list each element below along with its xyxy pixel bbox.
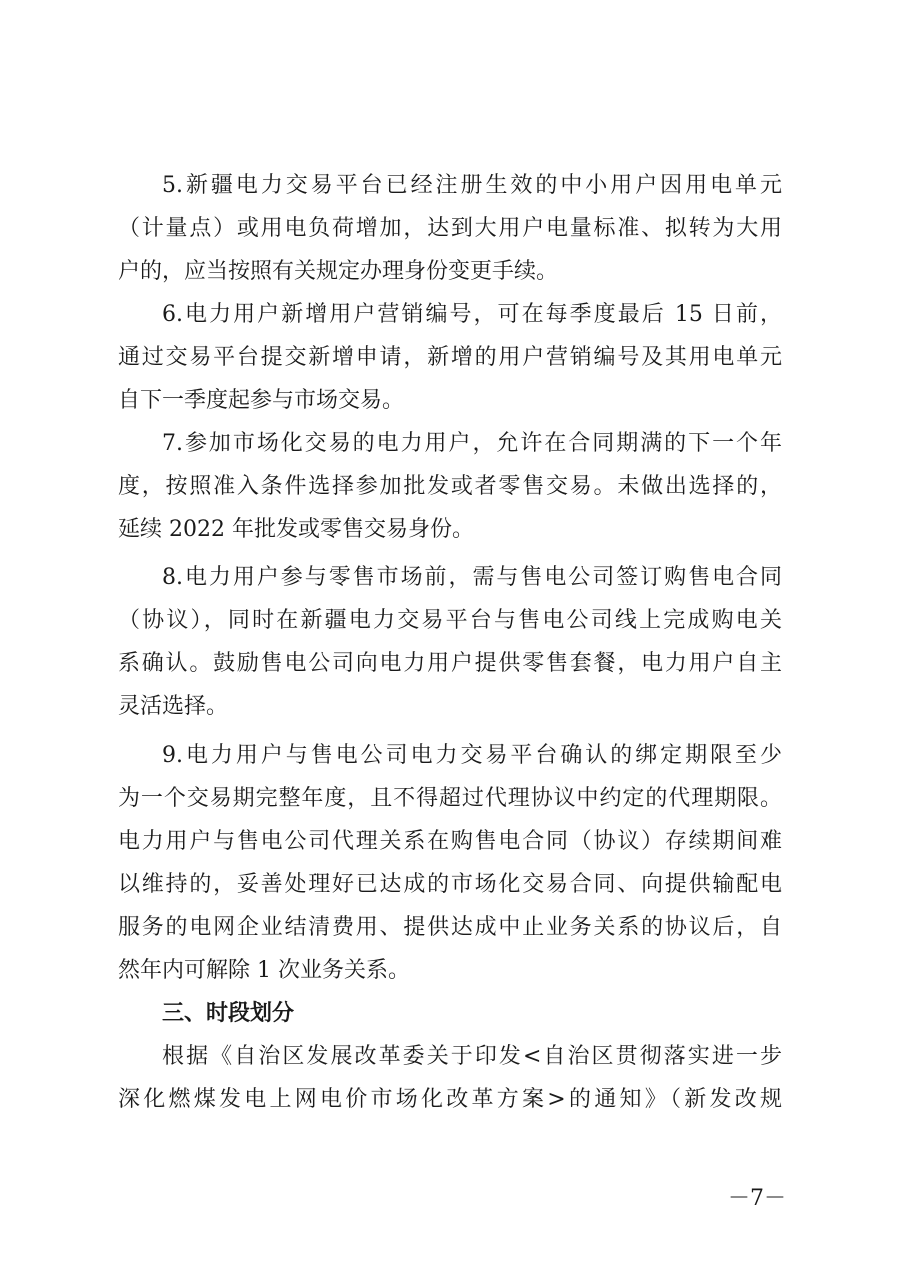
section-heading: 三、时段划分 (162, 1001, 295, 1026)
page-number: －7－ (728, 1186, 786, 1211)
paragraph-9-line-1: 9.电力用户与售电公司电力交易平台确认的绑定期限至少 (162, 743, 782, 768)
paragraph-9-line-5: 服务的电网企业结清费用、提供达成中止业务关系的协议后，自 (118, 915, 782, 940)
paragraph-6-line-2: 通过交易平台提交新增申请，新增的用户营销编号及其用电单元 (118, 345, 782, 370)
paragraph-5-line-3: 户的，应当按照有关规定办理身份变更手续。 (118, 259, 559, 284)
paragraph-9-line-6: 然年内可解除 1 次业务关系。 (118, 958, 410, 983)
paragraph-8-line-2: （协议），同时在新疆电力交易平台与售电公司线上完成购电关 (118, 608, 782, 633)
paragraph-9-line-3: 电力用户与售电公司代理关系在购售电合同（协议）存续期间难 (118, 829, 782, 854)
paragraph-5-line-1: 5.新疆电力交易平台已经注册生效的中小用户因用电单元 (162, 173, 782, 198)
paragraph-10-line-2: 深化燃煤发电上网电价市场化改革方案>的通知》（新发改规 (118, 1087, 782, 1112)
paragraph-7-line-3: 延续 2022 年批发或零售交易身份。 (118, 517, 474, 542)
paragraph-8-line-4: 灵活选择。 (118, 694, 229, 719)
paragraph-6-line-1: 6.电力用户新增用户营销编号，可在每季度最后 15 日前， (162, 302, 782, 327)
paragraph-8-line-1: 8.电力用户参与零售市场前，需与售电公司签订购售电合同 (162, 565, 782, 590)
paragraph-5-line-2: （计量点）或用电负荷增加，达到大用户电量标准、拟转为大用 (118, 216, 782, 241)
paragraph-10-line-1: 根据《自治区发展改革委关于印发<自治区贯彻落实进一步 (162, 1044, 782, 1069)
paragraph-7-line-2: 度，按照准入条件选择参加批发或者零售交易。未做出选择的， (118, 474, 782, 499)
paragraph-8-line-3: 系确认。鼓励售电公司向电力用户提供零售套餐，电力用户自主 (118, 651, 782, 676)
paragraph-9-line-2: 为一个交易期完整年度，且不得超过代理协议中约定的代理期限。 (118, 786, 782, 811)
paragraph-6-line-3: 自下一季度起参与市场交易。 (118, 388, 405, 413)
paragraph-7-line-1: 7.参加市场化交易的电力用户，允许在合同期满的下一个年 (162, 431, 782, 456)
paragraph-9-line-4: 以维持的，妥善处理好已达成的市场化交易合同、向提供输配电 (118, 872, 782, 897)
